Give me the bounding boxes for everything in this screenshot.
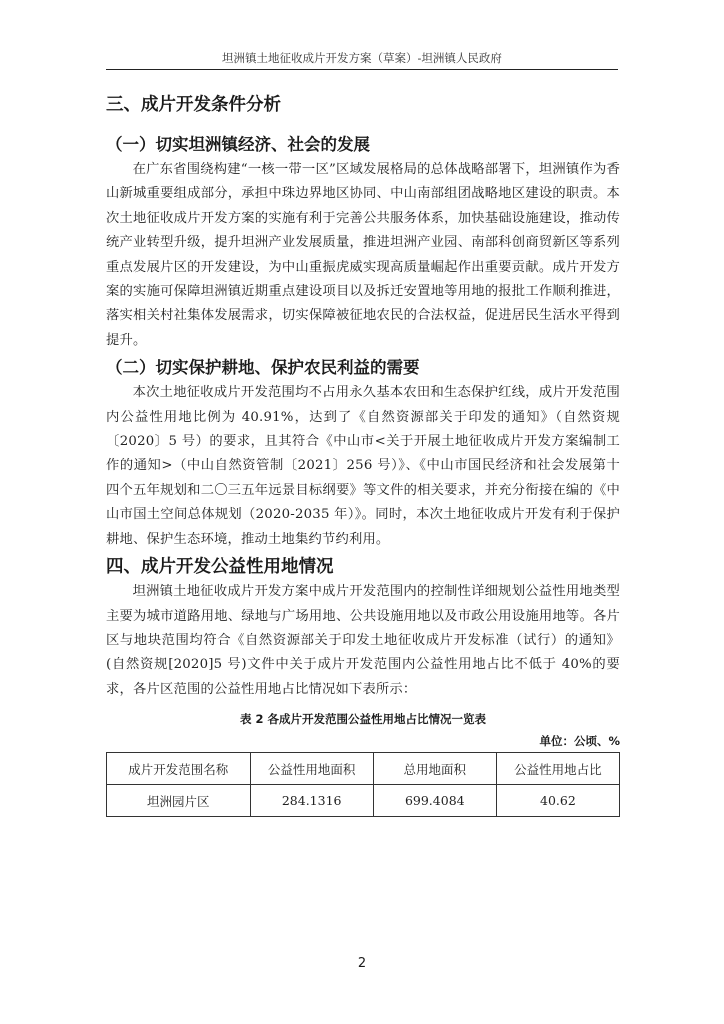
- table-header-cell: 总用地面积: [373, 753, 496, 785]
- page-number: 2: [357, 956, 367, 971]
- table-header-cell: 公益性用地占比: [496, 753, 619, 785]
- section-heading-3: 三、成片开发条件分析: [106, 95, 281, 115]
- table-header-cell: 公益性用地面积: [250, 753, 373, 785]
- table-cell: 284.1316: [250, 785, 373, 817]
- subsection-heading-2: （二）切实保护耕地、保护农民利益的需要: [106, 358, 420, 378]
- paragraph-farmland-protection: 本次土地征收成片开发范围均不占用永久基本农田和生态保护红线，成片开发范围内公益性用地比例为 40.91%，达到了《自然资源部关于印发的通知》（自然资规〔2020〕5 号）的要求，且其符合《中山市<关于开展土地征收成片开发方案编制工作的通知>（中山自然资管制〔2021〕256 号）》、《中山市国民经济和社会发展第十四个五年规划和二〇三五年远景目标纲要》等文件的相关要求，并充分衔接在编的《中山市国土空间总体规划（2020-2035 年）》。同时，本次土地征收成片开发有利于保护耕地、保护生态环境，推动土地集约节约利用。: [106, 385, 620, 547]
- paragraph-economic-development: 在广东省围绕构建“一核一带一区”区域发展格局的总体战略部署下，坦洲镇作为香山新城重要组成部分，承担中珠边界地区协同、中山南部组团战略地区建设的职责。本次土地征收成片开发方案的实施有利于完善公共服务体系，加快基础设施建设，推动传统产业转型升级，提升坦洲产业发展质量，推进坦洲产业园、南部科创商贸新区等系列重点发展片区的开发建设，为中山重振虎威实现高质量崛起作出重要贡献。成片开发方案的实施可保障坦洲镇近期重点建设项目以及拆迁安置地等用地的报批工作顺利推进，落实相关村社集体发展需求，切实保障被征地农民的合法权益，促进居民生活水平得到提升。: [106, 162, 620, 348]
- table-header-row: [107, 753, 620, 785]
- table-caption: 表 2 各成片开发范围公益性用地占比情况一览表: [239, 712, 486, 727]
- table-cell: 699.4084: [373, 785, 496, 817]
- subsection-heading-1: （一）切实坦洲镇经济、社会的发展: [106, 135, 370, 154]
- table-row: [107, 785, 620, 817]
- page-header: 坦洲镇土地征收成片开发方案（草案）-坦洲镇人民政府: [106, 50, 618, 70]
- section-heading-4: 四、成片开发公益性用地情况: [106, 557, 334, 578]
- table-cell: 40.62: [496, 785, 619, 817]
- table-cell: 坦洲园片区: [107, 785, 251, 817]
- document-body: [106, 92, 620, 817]
- paragraph-public-land: 坦洲镇土地征收成片开发方案中成片开发范围内的控制性详细规划公益性用地类型主要为城市道路用地、绿地与广场用地、公共设施用地以及市政公用设施用地等。各片区与地块范围均符合《自然资源部关于印发土地征收成片开发标准（试行）的通知》(自然资规[2020]5 号)文件中关于成片开发范围内公益性用地占比不低于 40%的要求，各片区范围的公益性用地占比情况如下表所示：: [106, 584, 620, 697]
- public-land-table: [106, 752, 620, 817]
- table-header-cell: 成片开发范围名称: [107, 753, 251, 785]
- table-unit: 单位：公顷、%: [539, 734, 620, 749]
